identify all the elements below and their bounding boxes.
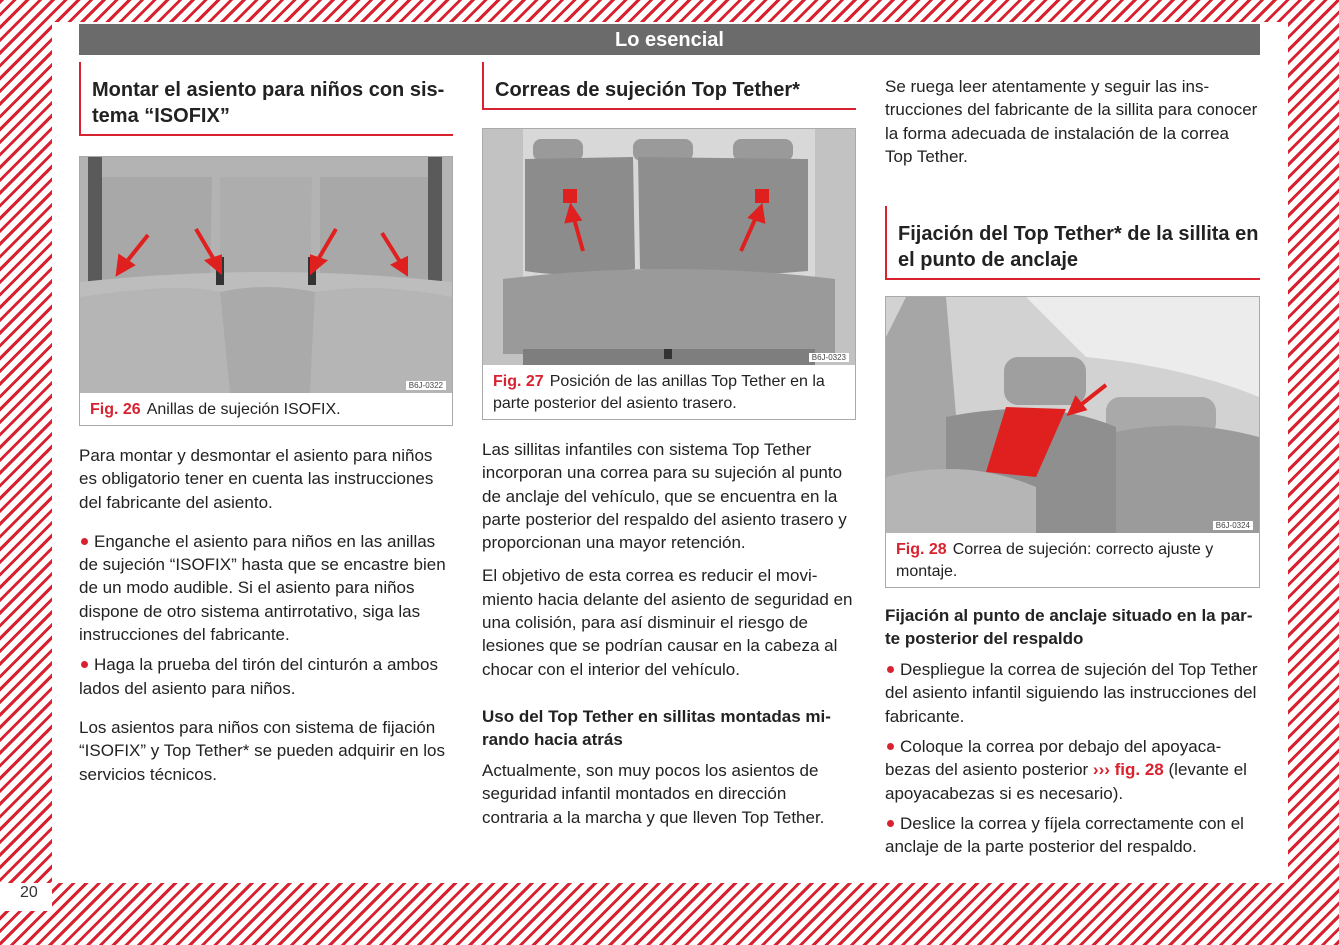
bullet-icon [887, 666, 894, 673]
isofix-bullet-2 [79, 653, 453, 700]
trunk-image [483, 129, 855, 365]
bullet-text: Enganche el asiento para niños en las anillas de sujeción “ISOFIX” hasta que se encastre bien de un modo audible. Si el asiento para niños dispone de otro sistema antirrotativo, siga las instrucciones del fabricante. [79, 531, 446, 645]
figure-caption [80, 393, 452, 425]
figure-number: Fig. 27 [493, 373, 544, 390]
section-banner: Lo esencial [79, 24, 1260, 55]
isofix-heading: Montar el asiento para niños con sistema “ISOFIX” [79, 62, 453, 136]
figure-caption-text: Correa de sujeción: correcto ajuste y montaje. [896, 541, 1214, 581]
figure-caption-text: Anillas de sujeción ISOFIX. [146, 401, 341, 418]
figure-26 [79, 156, 453, 426]
bullet-text: Deslice la correa y fíjela correctamente con el anclaje de la parte posterior del respaldo. [885, 813, 1244, 857]
tether-paragraph-3: Actualmente, son muy pocos los asientos de seguridad infantil montados en dirección contraria a la marcha y que lleven Top Tether. [482, 760, 825, 827]
anchor-bullet-3 [885, 812, 1260, 859]
figure-number: Fig. 26 [90, 401, 141, 418]
anchor-bullet-2 [885, 735, 1260, 805]
column-3 [885, 62, 1260, 859]
anchor-fixing-heading: Fijación del Top Tether* de la sillita en el punto de anclaje [885, 206, 1260, 280]
column-2 [482, 62, 856, 829]
bullet-text: Despliegue la correa de sujeción del Top Tether del asiento infantil siguiendo las instrucciones del fabricante. [885, 660, 1258, 726]
top-tether-heading: Correas de sujeción Top Tether* [482, 62, 856, 110]
figure-caption-text: Posición de las anillas Top Tether en la parte posterior del asiento trasero. [493, 373, 825, 412]
figure-28 [885, 296, 1260, 588]
figure-caption [483, 365, 855, 419]
rear-facing-subheading: Uso del Top Tether en sillitas montadas mirando hacia atrás [482, 706, 831, 749]
bullet-text: Haga la prueba del tirón del cinturón a ambos lados del asiento para niños. [79, 655, 438, 698]
tether-strap-image [886, 297, 1259, 533]
tether-paragraph-2: El objetivo de esta correa es reducir el movimiento hacia delante del asiento de seguridad en una colisión, para así disminuir el riesgo de lesiones que se podrían causar en la cabeza al chocar con el interior del vehículo. [482, 566, 853, 679]
bullet-icon [81, 661, 88, 668]
figure-27 [482, 128, 856, 420]
isofix-paragraph-1: Para montar y desmontar el asiento para niños es obligatorio tener en cuenta las instrucciones del fabricante del asiento. [79, 446, 434, 512]
instructions-paragraph: Se ruega leer atentamente y seguir las instrucciones del fabricante de la sillita para conocer la forma adecuada de instalación de la correa Top Tether. [885, 77, 1258, 166]
page-number: 20 [20, 884, 38, 901]
bullet-text-continued: (levante el apoyacabezas si es necesario). [885, 760, 1247, 803]
bullet-icon [81, 538, 88, 545]
anchor-bullet-1 [885, 658, 1260, 728]
bullet-icon [887, 820, 894, 827]
isofix-seat-image [80, 157, 452, 393]
figure-code: B6J-0324 [1213, 521, 1253, 530]
column-1 [79, 62, 453, 786]
isofix-bullet-1 [79, 530, 453, 646]
tether-paragraph-1: Las sillitas infantiles con sistema Top Tether incorporan una correa para su sujeción al punto de anclaje del vehículo, que se encuentra en la parte posterior del respaldo del asiento trasero y proporcionan una mayor retención. [482, 440, 847, 553]
anchor-point-subheading: Fijación al punto de anclaje situado en la parte posterior del respaldo [885, 606, 1253, 649]
figure-number: Fig. 28 [896, 541, 947, 559]
bullet-text: Coloque la correa por debajo del apoyacabezas del asiento posterior [885, 737, 1222, 780]
isofix-paragraph-2: Los asientos para niños con sistema de fijación “ISOFIX” y Top Tether* se pueden adquirir en los servicios técnicos. [79, 717, 446, 784]
bullet-icon [887, 743, 894, 750]
figure-caption [886, 533, 1259, 587]
figure-reference-link[interactable]: ››› fig. 28 [1092, 760, 1164, 780]
figure-code: B6J-0322 [406, 381, 446, 390]
figure-code: B6J-0323 [809, 353, 849, 362]
